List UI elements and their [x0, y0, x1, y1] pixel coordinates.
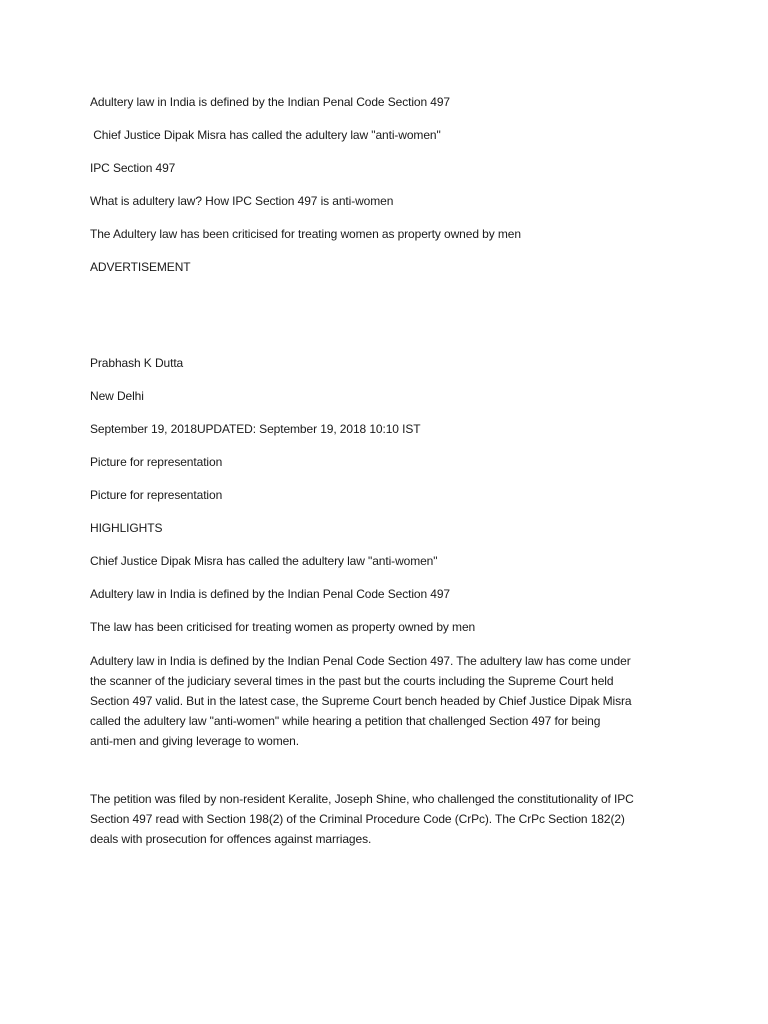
paragraph-line: Section 497 valid. But in the latest case, the Supreme Court bench headed by Chief Justice Dipak Misra: [90, 694, 632, 708]
paragraph-line: called the adultery law "anti-women" while hearing a petition that challenged Section 497 for being: [90, 714, 601, 728]
body-paragraph-2: [90, 789, 690, 849]
location: New Delhi: [90, 389, 144, 403]
advertisement-label: ADVERTISEMENT: [90, 260, 191, 274]
body-paragraph-1: [90, 651, 690, 751]
highlight-item: Chief Justice Dipak Misra has called the adultery law "anti-women": [90, 554, 438, 568]
picture-caption: Picture for representation: [90, 455, 223, 469]
highlights-heading: HIGHLIGHTS: [90, 521, 163, 535]
advertisement-space: [90, 291, 690, 354]
paragraph-line: Adultery law in India is defined by the Indian Penal Code Section 497. The adultery law has come under: [90, 654, 631, 668]
highlight-item: The law has been criticised for treating women as property owned by men: [90, 620, 476, 634]
paragraph-line: The petition was filed by non-resident Keralite, Joseph Shine, who challenged the constitutionality of IPC: [90, 792, 634, 806]
picture-caption: Picture for representation: [90, 488, 223, 502]
intro-line: What is adultery law? How IPC Section 497 is anti-women: [90, 194, 394, 208]
intro-line: Adultery law in India is defined by the Indian Penal Code Section 497: [90, 95, 451, 109]
intro-line: The Adultery law has been criticised for treating women as property owned by men: [90, 227, 521, 241]
paragraph-spacer: [90, 751, 690, 789]
highlight-item: Adultery law in India is defined by the Indian Penal Code Section 497: [90, 587, 451, 601]
paragraph-line: the scanner of the judiciary several times in the past but the courts including the Supreme Court held: [90, 674, 614, 688]
intro-line: IPC Section 497: [90, 161, 176, 175]
paragraph-line: deals with prosecution for offences against marriages.: [90, 832, 372, 846]
document-body: [90, 93, 690, 849]
intro-line: Chief Justice Dipak Misra has called the adultery law "anti-women": [90, 128, 441, 142]
paragraph-line: Section 497 read with Section 198(2) of the Criminal Procedure Code (CrPc). The CrPc Section 182(2): [90, 812, 625, 826]
publish-date: September 19, 2018UPDATED: September 19, 2018 10:10 IST: [90, 422, 421, 436]
paragraph-line: anti-men and giving leverage to women.: [90, 734, 299, 748]
author-name: Prabhash K Dutta: [90, 356, 184, 370]
